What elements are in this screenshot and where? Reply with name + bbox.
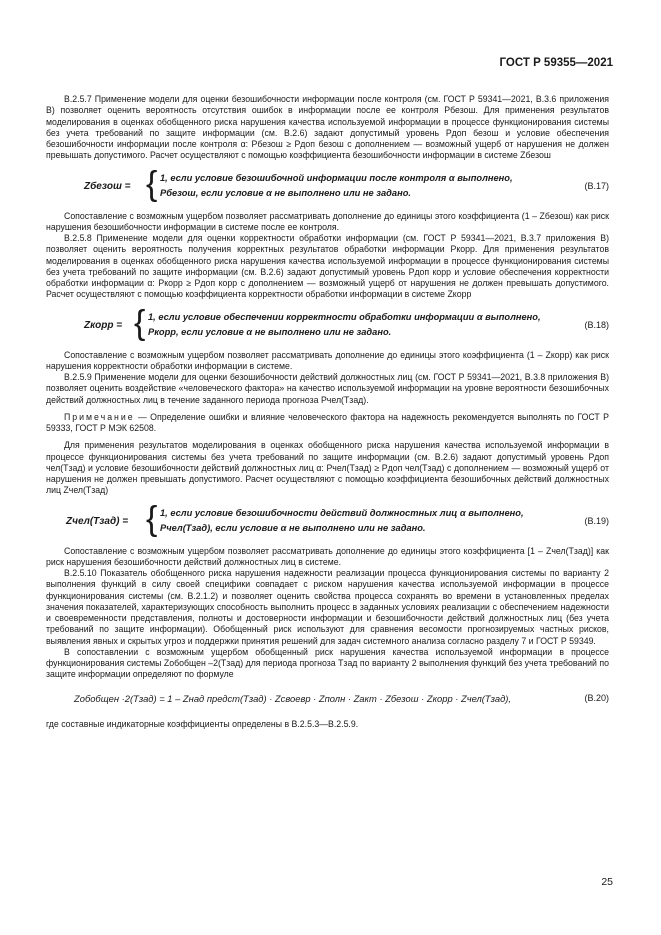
page-number: 25: [601, 876, 613, 888]
formula-b20-text: Zобобщен ·2(Tзад) = 1 – Zнад предст(Tзад) · Zсвоевр · Zполн · Zакт · Zбезош · Zкорр · Zчел(Tзад),: [74, 692, 511, 704]
formula-b17-cases: [160, 171, 513, 201]
formula-b18: [46, 303, 609, 344]
formula-b18-case1: 1, если условие обеспечении корректности обработки информации α выполнено,: [148, 311, 541, 322]
formula-b18-case2: Pкорр, если условие α не выполнено или не задано.: [148, 326, 392, 337]
paragraph-b259-cont: Для применения результатов моделирования в оценках обобщенного риска нарушения качества используемой информации в процессе функционирования системы без учета требований по защите информации (см. В.2.6) задают допустимый уровень Pдоп чел(Tзад) и условие безошибочности действий должностных лиц α: Pчел(Tзад) ≥ Pдоп чел(Tзад) с дополнением — возможный ущерб от нарушения не должен превышать допустимого. Расчет осуществляют с помощью коэффициента безошибочных действий должностных лиц Zчел(Tзад): [46, 440, 609, 496]
formula-b17: [46, 164, 609, 205]
page-body: [46, 94, 609, 730]
formula-b17-lhs: Zбезош =: [84, 180, 131, 192]
note-text: — Определение ошибки и влияние человеческого фактора на надежность рекомендуется выполнять по ГОСТ Р 59333, ГОСТ Р МЭК 62508.: [46, 411, 609, 433]
note-label: Примечание: [64, 411, 135, 422]
formula-b19-case2: Pчел(Tзад), если условие α не выполнено или не задано.: [160, 522, 426, 533]
formula-b20-number: (В.20): [584, 692, 609, 703]
formula-b18-number: (В.18): [584, 319, 609, 330]
paragraph-b19-note: Сопоставление с возможным ущербом позволяет рассматривать дополнение до единицы этого коэффициента [1 – Zчел(Tзад)] как риск нарушения безошибочности действий должностных лиц в системе.: [46, 545, 609, 567]
note-paragraph: [46, 412, 609, 435]
formula-b19-lhs: Zчел(Tзад) =: [66, 515, 129, 527]
paragraph-closing: где составные индикаторные коэффициенты определены в В.2.5.3—В.2.5.9.: [46, 718, 359, 729]
brace-icon: {: [146, 499, 158, 538]
formula-b18-cases: [148, 310, 541, 340]
paragraph-b2510: В.2.5.10 Показатель обобщенного риска нарушения надежности реализации процесса функционирования системы по варианту 2 выполнения функций в силу своей специфики совпадает с риском нарушения качества используемой информации в процессе функционирования системы (см. В.2.1.2) и позволяет оценить свойства процесса сохранять во времени в установленных пределах значения показателей, характеризующих способность выполнить процесс в заданных условиях реализации с обеспечением надежности и своевременности представления, полноты и достоверности информации и безошибочности действий должностных лиц (без учета требований по защите информации). Обобщенный риск используют для сравнения весомости прогнозируемых частных рисков, выявления явных и скрытых угроз и поддержки принятия решений для задач системного анализа согласно разделу 7 и ГОСТ Р 59349.: [46, 568, 609, 646]
paragraph-b2510-cont: В сопоставлении с возможным ущербом обобщенный риск нарушения качества используемой информации в процессе функционирования системы Zобобщен –2(Tзад) для периода прогноза Tзад по варианту 2 выполнения функций без учета требований по защите информации определяют по формуле: [46, 646, 609, 680]
formula-b17-case1: 1, если условие безошибочной информации после контроля α выполнено,: [160, 172, 513, 183]
paragraph-b258: В.2.5.8 Применение модели для оценки корректности обработки информации (см. ГОСТ Р 59341—2021, В.3.7 приложения В) позволяет оценить вероятность получения корректных результатов обработки информации Pкорр. Для применения результатов моделирования в оценках обобщенного риска нарушения качества используемой информации в процессе функционирования системы без учета требований по защите информации (см. В.2.6) задают допустимый уровень Pдоп корр и условие обеспечения корректности обработки информации α: Pкорр ≥ Pдоп корр с дополнением — возможный ущерб от нарушения не должен превышать допустимого. Расчет осуществляют с помощью коэффициента корректности обработки информации в системе Zкорр: [46, 233, 609, 300]
brace-icon: {: [146, 164, 158, 203]
formula-b17-number: (В.17): [584, 180, 609, 191]
paragraph-b17-note: Сопоставление с возможным ущербом позволяет рассматривать дополнение до единицы этого коэффициента (1 – Zбезош) как риск нарушения безошибочности информации в системе после ее контроля.: [46, 210, 609, 232]
formula-b17-case2: Pбезош, если условие α не выполнено или не задано.: [160, 187, 411, 198]
brace-icon: {: [134, 303, 146, 342]
document-header: ГОСТ Р 59355—2021: [499, 57, 613, 69]
paragraph-b18-note: Сопоставление с возможным ущербом позволяет рассматривать дополнение до единицы этого коэффициента (1 – Zкорр) как риск нарушения корректности обработки информации в системе.: [46, 349, 609, 371]
formula-b19-cases: [160, 506, 524, 536]
formula-b18-lhs: Zкорр =: [84, 319, 123, 331]
formula-b19: [46, 499, 609, 540]
formula-b20: [46, 690, 609, 710]
paragraph-b257: В.2.5.7 Применение модели для оценки безошибочности информации после контроля (см. ГОСТ Р 59341—2021, В.3.6 приложения В) позволяет оценить вероятность отсутствия ошибок в информации после ее контроля Pбезош. Для применения результатов моделирования в оценках обобщенного риска нарушения качества используемой информации в процессе функционирования системы без учета требований по защите информации (см. В.2.6) задают допустимый уровень Pдоп безош и условие обеспечения безошибочности информации после контроля α: Pбезош ≥ Pдоп безош с дополнением — возможный ущерб от нарушения не должен превышать допустимого. Расчет осуществляют с помощью коэффициента безошибочности информации в системе Zбезош: [46, 94, 609, 161]
paragraph-b259: В.2.5.9 Применение модели для оценки безошибочности действий должностных лиц (см. ГОСТ Р 59341—2021, В.3.8 приложения В) позволяет оценить воздействие «человеческого фактора» на качество используемой информации на уровне вероятности безошибочных действий должностных лиц в течение заданного периода прогноза Pчел(Tзад).: [46, 372, 609, 405]
formula-b19-number: (В.19): [584, 515, 609, 526]
formula-b19-case1: 1, если условие безошибочности действий должностных лиц α выполнено,: [160, 507, 524, 518]
